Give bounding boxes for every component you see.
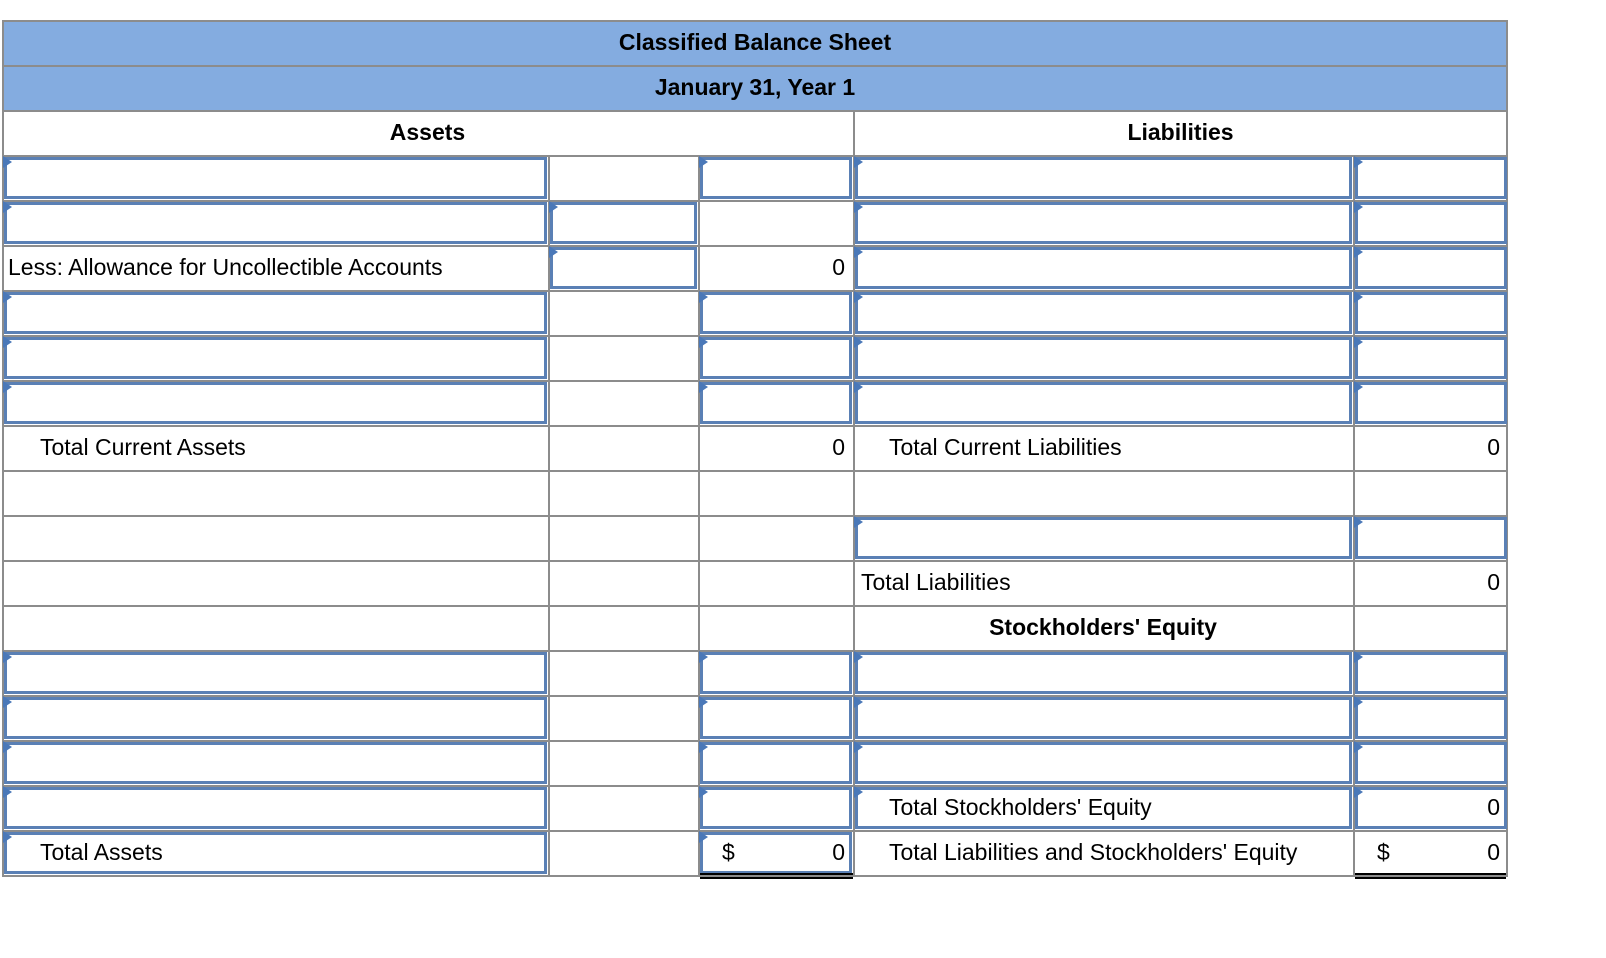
asset-account-select-dropdown-marker xyxy=(3,696,12,708)
liability-amount-field[interactable] xyxy=(1355,382,1507,424)
assets-heading: Assets xyxy=(389,119,466,145)
total-liabilities-and-equity-label: Total Liabilities and Stockholders' Equity xyxy=(889,839,1298,865)
balance-sheet-table xyxy=(2,20,1508,876)
liability-account-select-field[interactable] xyxy=(855,292,1352,334)
asset-amount-dropdown-marker xyxy=(699,741,708,753)
asset-account-select-field[interactable] xyxy=(4,157,547,199)
asset-account-select-dropdown-marker xyxy=(3,786,12,798)
grid-top xyxy=(2,20,1508,22)
equity-account-select-dropdown-marker xyxy=(854,741,863,753)
liability-amount-field[interactable] xyxy=(1355,247,1507,289)
liability-account-select-field[interactable] xyxy=(855,157,1352,199)
asset-account-select-dropdown-marker xyxy=(3,156,12,168)
liability-account-select-dropdown-marker xyxy=(854,516,863,528)
sheet-date: January 31, Year 1 xyxy=(654,74,856,100)
grand-total-double-underline xyxy=(1355,873,1506,875)
equity-amount-dropdown-marker xyxy=(1354,741,1363,753)
receivable-gross-amount-dropdown-marker xyxy=(549,201,558,213)
receivable-gross-amount-field[interactable] xyxy=(550,202,697,244)
asset-amount-field[interactable] xyxy=(700,337,852,379)
equity-account-select-field[interactable] xyxy=(855,697,1352,739)
asset-account-select-dropdown-marker xyxy=(3,201,12,213)
liability-account-select-dropdown-marker xyxy=(854,291,863,303)
asset-amount-field[interactable] xyxy=(700,697,852,739)
asset-account-select-dropdown-marker xyxy=(3,291,12,303)
liability-amount-field[interactable] xyxy=(1355,202,1507,244)
liability-amount-dropdown-marker xyxy=(1354,246,1363,258)
total-assets-double-underline xyxy=(700,873,853,875)
asset-account-select-field[interactable] xyxy=(4,742,547,784)
equity-amount-field[interactable] xyxy=(1355,652,1507,694)
total-liabilities-equity-currency: $ xyxy=(1377,839,1390,865)
asset-amount-dropdown-marker xyxy=(699,381,708,393)
asset-amount-dropdown-marker xyxy=(699,651,708,663)
asset-account-select-dropdown-marker xyxy=(3,381,12,393)
liability-account-select-dropdown-marker xyxy=(854,201,863,213)
total-current-assets-value: 0 xyxy=(832,434,845,460)
total-liabilities-value: 0 xyxy=(1487,569,1500,595)
equity-amount-dropdown-marker xyxy=(1354,651,1363,663)
total-current-liabilities-value: 0 xyxy=(1487,434,1500,460)
asset-amount-field[interactable] xyxy=(700,787,852,829)
liability-account-select-dropdown-marker xyxy=(854,246,863,258)
total-assets-double-underline xyxy=(700,877,853,879)
allowance-net-value: 0 xyxy=(832,254,845,280)
total-assets-currency: $ xyxy=(722,839,735,865)
asset-amount-field[interactable] xyxy=(700,652,852,694)
total-stockholders-equity-value: 0 xyxy=(1487,794,1500,820)
asset-account-select-dropdown-marker xyxy=(3,336,12,348)
grid-header-divider xyxy=(2,65,1508,67)
liability-amount-dropdown-marker xyxy=(1354,336,1363,348)
total-current-liabilities-label: Total Current Liabilities xyxy=(889,434,1122,460)
allowance-amount-dropdown-marker xyxy=(549,246,558,258)
equity-account-select-field[interactable] xyxy=(855,652,1352,694)
equity-amount-dropdown-marker xyxy=(1354,696,1363,708)
asset-amount-field[interactable] xyxy=(700,382,852,424)
equity-amount-field[interactable] xyxy=(1355,742,1507,784)
liability-account-select-field[interactable] xyxy=(855,247,1352,289)
total-liabilities-label: Total Liabilities xyxy=(861,569,1011,595)
grid-row-line xyxy=(2,470,1508,472)
liability-account-select-dropdown-marker xyxy=(854,381,863,393)
asset-amount-field[interactable] xyxy=(700,742,852,784)
equity-account-select-dropdown-marker xyxy=(854,651,863,663)
liability-account-select-dropdown-marker xyxy=(854,156,863,168)
asset-account-select-dropdown-marker xyxy=(3,831,12,843)
liability-amount-dropdown-marker xyxy=(1354,156,1363,168)
allowance-amount-field[interactable] xyxy=(550,247,697,289)
liabilities-heading: Liabilities xyxy=(1127,119,1234,145)
asset-account-select-field[interactable] xyxy=(4,382,547,424)
asset-amount-dropdown-marker xyxy=(699,336,708,348)
liability-amount-dropdown-marker xyxy=(1354,516,1363,528)
asset-amount-dropdown-marker xyxy=(699,696,708,708)
stockholders-equity-heading: Stockholders' Equity xyxy=(989,614,1217,640)
asset-account-select-dropdown-marker xyxy=(3,651,12,663)
allowance-label: Less: Allowance for Uncollectible Accounts xyxy=(8,254,443,280)
asset-amount-dropdown-marker xyxy=(699,156,708,168)
asset-account-select-field[interactable] xyxy=(4,697,547,739)
equity-total-underline xyxy=(1355,785,1506,787)
asset-amount-dropdown-marker xyxy=(699,291,708,303)
equity-amount-field[interactable] xyxy=(1355,697,1507,739)
liability-account-select-field[interactable] xyxy=(855,202,1352,244)
asset-account-select-field[interactable] xyxy=(4,337,547,379)
total-stockholders-equity-label: Total Stockholders' Equity xyxy=(889,794,1152,820)
asset-account-select-field[interactable] xyxy=(4,202,547,244)
asset-account-select-dropdown-marker xyxy=(3,741,12,753)
liability-amount-dropdown-marker xyxy=(1354,381,1363,393)
liability-amount-field[interactable] xyxy=(1355,337,1507,379)
equity-account-select-field[interactable] xyxy=(855,742,1352,784)
liability-account-select-field[interactable] xyxy=(855,337,1352,379)
liability-amount-dropdown-marker xyxy=(1354,201,1363,213)
asset-account-select-field[interactable] xyxy=(4,787,547,829)
asset-account-select-field[interactable] xyxy=(4,652,547,694)
total-current-assets-label: Total Current Assets xyxy=(40,434,246,460)
liability-amount-field[interactable] xyxy=(1355,157,1507,199)
liability-account-select-field[interactable] xyxy=(855,517,1352,559)
asset-amount-field[interactable] xyxy=(700,292,852,334)
liability-account-select-dropdown-marker xyxy=(854,336,863,348)
equity-account-select-dropdown-marker xyxy=(854,786,863,798)
equity-account-select-dropdown-marker xyxy=(854,696,863,708)
liability-amount-field[interactable] xyxy=(1355,517,1507,559)
liability-amount-dropdown-marker xyxy=(1354,291,1363,303)
grand-total-double-underline xyxy=(1355,877,1506,879)
asset-amount-dropdown-marker xyxy=(699,786,708,798)
total-liabilities-and-equity-value: 0 xyxy=(1487,839,1500,865)
total-assets-value: 0 xyxy=(832,839,845,865)
liability-account-select-field[interactable] xyxy=(855,382,1352,424)
asset-account-select-field[interactable] xyxy=(4,292,547,334)
total-assets-label: Total Assets xyxy=(40,839,163,865)
sheet-title: Classified Balance Sheet xyxy=(618,29,892,55)
asset-amount-field[interactable] xyxy=(700,157,852,199)
liability-amount-field[interactable] xyxy=(1355,292,1507,334)
